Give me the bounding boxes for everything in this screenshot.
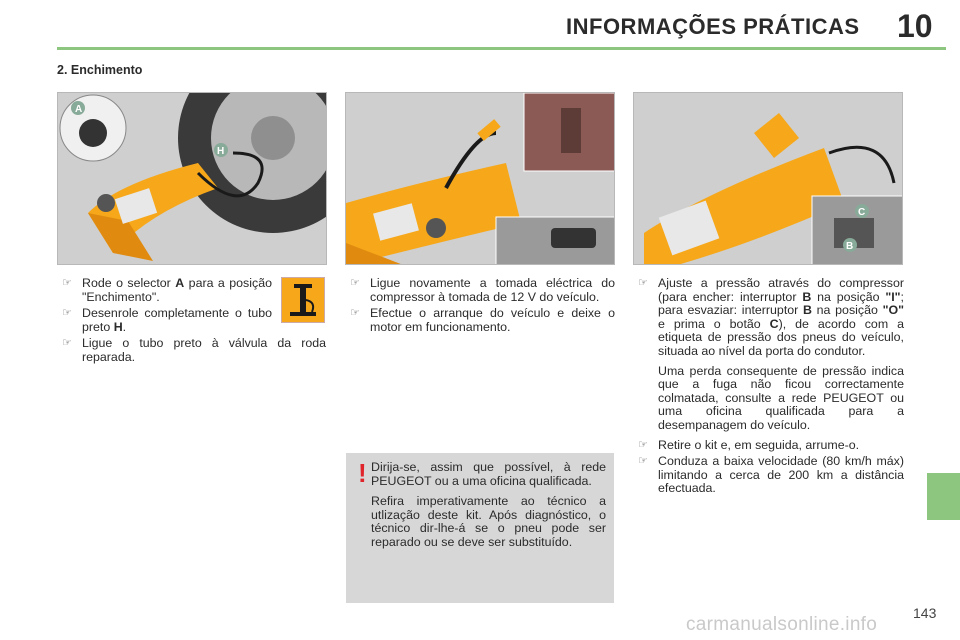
list-item: ☞ Rode o selector A para a posição "Enchimento". — [62, 276, 272, 304]
warning-icon: ! — [358, 458, 367, 488]
figure-compressor-plug — [345, 92, 615, 265]
callout-h-label: H — [217, 146, 225, 157]
list-item: ☞ Ligue novamente a tomada eléctrica do compressor à tomada de 12 V do veículo. — [350, 276, 615, 304]
chapter-number: 10 — [897, 8, 933, 44]
list-item: ☞ Efectue o arranque do veículo e deixe o motor em funcionamento. — [350, 306, 615, 334]
chapter-tab — [927, 473, 960, 520]
list-item: ☞ Ajuste a pressão através do compressor (para encher: interruptor B na posição "I"; para esvaziar: interruptor B na posição "O" e prima o botão C), de acordo com a etiqueta de pressão dos pneus do veículo, situada ao nível da porta do condutor. Uma perda consequente de pressão indica que a fuga não ficou correctamente colmatada, consulte a rede PEUGEOT ou uma oficina qualificada para a desempanagem do veículo. — [638, 276, 904, 432]
pointing-hand-icon: ☞ — [638, 277, 648, 289]
chapter-title: INFORMAÇÕES PRÁTICAS — [566, 14, 860, 39]
figure-pressure-adjust — [633, 92, 903, 265]
pointing-hand-icon: ☞ — [350, 307, 360, 320]
header-divider — [57, 47, 946, 50]
pointing-hand-icon: ☞ — [638, 438, 648, 451]
section-title: 2. Enchimento — [57, 63, 143, 77]
pointing-hand-icon: ☞ — [62, 277, 72, 289]
pointing-hand-icon: ☞ — [350, 277, 360, 289]
warning-box — [346, 453, 614, 603]
instructions-column-2 — [348, 277, 615, 337]
list-item: ☞ Ligue o tubo preto à válvula da roda reparada. — [62, 336, 326, 364]
pointing-hand-icon: ☞ — [638, 455, 648, 468]
pressure-loss-note: Uma perda consequente de pressão indica que a fuga não ficou correctamente colmatada, consulte a rede PEUGEOT ou uma oficina qualificada para a desempanagem do veículo. — [658, 363, 904, 432]
list-item: ☞ Desenrole completamente o tubo preto H. — [62, 306, 272, 334]
callout-a-label: A — [75, 104, 83, 115]
instructions-column-3 — [636, 277, 904, 499]
pointing-hand-icon: ☞ — [62, 337, 72, 350]
pointing-hand-icon: ☞ — [62, 307, 72, 320]
callout-c-label: C — [858, 207, 866, 218]
list-item: ☞ Conduza a baixa velocidade (80 km/h máx) limitando a cerca de 200 km a distância efectuada. — [638, 454, 904, 496]
warning-text: Dirija-se, assim que possível, à rede PEUGEOT ou a uma oficina qualificada. Refira imperativamente ao técnico a utlização deste kit. Após diagnóstico, o técnico dir-lhe-á se o pneu pode ser reparado ou se deve ser substituído. — [371, 460, 606, 549]
figure-compressor-wheel — [57, 92, 327, 265]
inflation-selector-icon — [281, 277, 325, 323]
page-number: 143 — [913, 605, 937, 621]
watermark: carmanualsonline.info — [686, 614, 878, 635]
list-item: ☞ Retire o kit e, em seguida, arrume-o. — [638, 437, 860, 452]
callout-b-label: B — [846, 241, 854, 252]
